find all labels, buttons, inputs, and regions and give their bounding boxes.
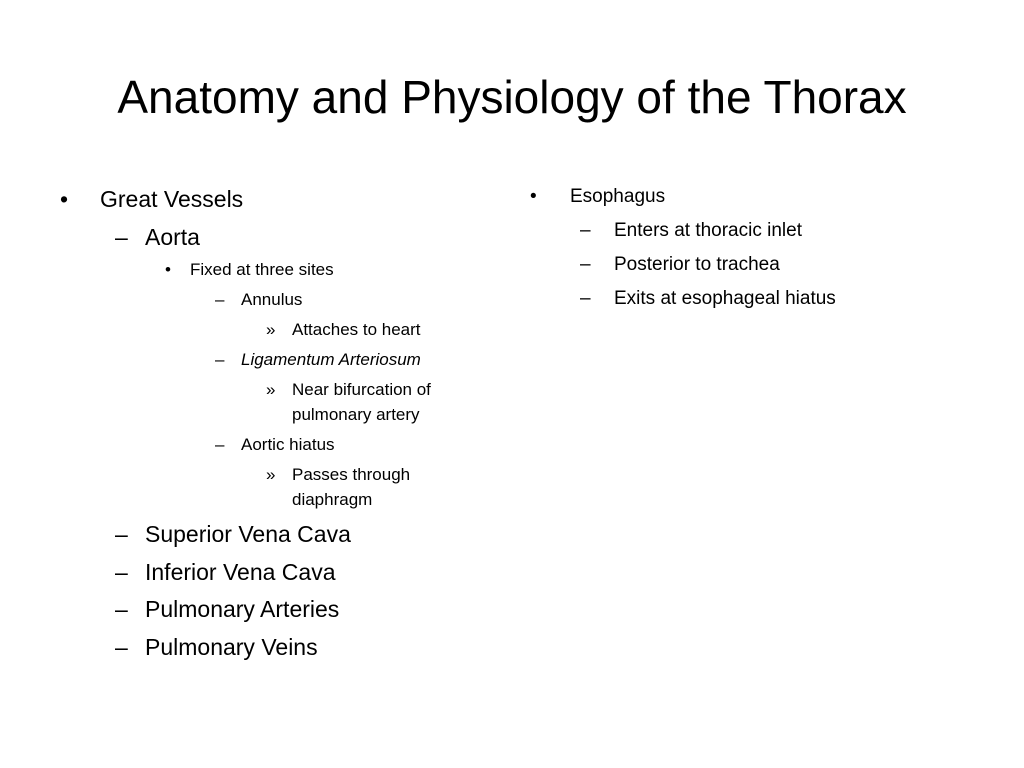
bullet-marker: • — [165, 260, 171, 279]
pulmonary-arteries-item: Pulmonary Arteries — [145, 596, 340, 622]
esophagus-heading: Esophagus — [570, 186, 666, 207]
dash-marker: – — [115, 559, 128, 585]
dash-marker: – — [115, 224, 128, 250]
aortic-hiatus-item: Aortic hiatus — [241, 435, 335, 454]
ligamentum-item: Ligamentum Arteriosum — [241, 350, 421, 369]
aortic-hiatus-detail-line2: diaphragm — [292, 490, 373, 509]
great-vessels-heading: Great Vessels — [100, 186, 244, 212]
dash-marker: – — [580, 220, 591, 241]
dash-marker: – — [580, 288, 591, 309]
esophagus-item: Exits at esophageal hiatus — [614, 288, 836, 309]
dash-marker: – — [215, 350, 225, 369]
ligamentum-detail-line1: Near bifurcation of — [292, 380, 431, 399]
aortic-hiatus-detail-line1: Passes through — [292, 465, 411, 484]
fixed-sites-item: Fixed at three sites — [190, 260, 334, 279]
dash-marker: – — [115, 521, 128, 547]
bullet-marker: • — [530, 186, 537, 207]
pulmonary-veins-item: Pulmonary Veins — [145, 634, 318, 660]
slide-title: Anatomy and Physiology of the Thorax — [117, 71, 907, 123]
chevron-marker: » — [266, 320, 276, 339]
svc-item: Superior Vena Cava — [145, 521, 351, 547]
dash-marker: – — [580, 254, 591, 275]
esophagus-item: Enters at thoracic inlet — [614, 220, 802, 241]
dash-marker: – — [115, 596, 128, 622]
dash-marker: – — [215, 435, 225, 454]
chevron-marker: » — [266, 380, 276, 399]
dash-marker: – — [215, 290, 225, 309]
esophagus-item: Posterior to trachea — [614, 254, 780, 275]
ligamentum-detail-line2: pulmonary artery — [292, 405, 420, 424]
annulus-item: Annulus — [241, 290, 303, 309]
chevron-marker: » — [266, 465, 276, 484]
dash-marker: – — [115, 634, 128, 660]
ivc-item: Inferior Vena Cava — [145, 559, 336, 585]
aorta-item: Aorta — [145, 224, 200, 250]
bullet-marker: • — [60, 186, 69, 212]
annulus-detail: Attaches to heart — [292, 320, 421, 339]
